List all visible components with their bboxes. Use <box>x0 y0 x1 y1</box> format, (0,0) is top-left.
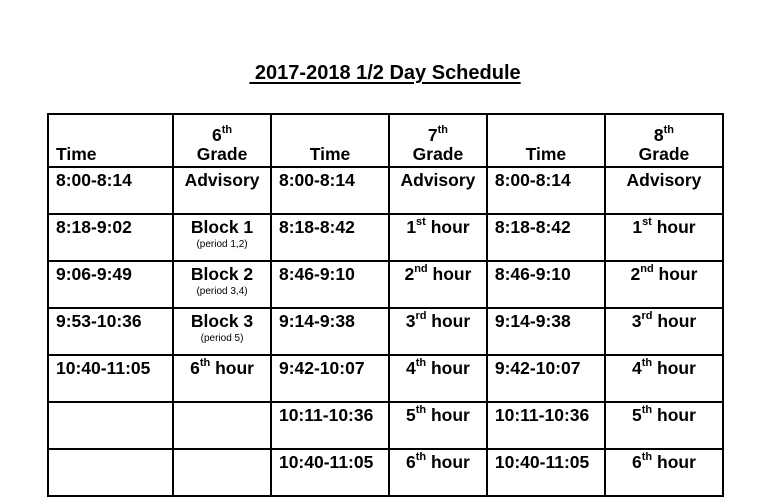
g7-sup: th <box>415 404 427 417</box>
g8-rest: hour <box>652 311 697 331</box>
table-row <box>48 214 723 261</box>
title-text: 2017-2018 1/2 Day Schedule <box>249 62 521 84</box>
table-row <box>48 261 723 308</box>
activity-cell-8th <box>605 449 723 496</box>
g7-time: 10:11-10:36 <box>278 405 374 425</box>
g8-main: 6 <box>632 452 642 472</box>
g7-time: 8:18-8:42 <box>278 217 355 237</box>
g7-main: 6 <box>406 452 416 472</box>
grade-label: Grade <box>196 144 248 164</box>
time-cell-8th <box>487 355 605 402</box>
activity-cell-7th <box>389 308 487 355</box>
document-title <box>0 61 770 85</box>
g6-time: 9:06-9:49 <box>56 264 132 284</box>
time-cell-8th <box>487 214 605 261</box>
time-cell-8th <box>487 449 605 496</box>
time-cell-6th <box>48 167 173 214</box>
time-cell-8th <box>487 261 605 308</box>
g8-sup: th <box>641 404 653 417</box>
header-row <box>48 114 723 167</box>
activity-cell-7th <box>389 261 487 308</box>
g7-main: 3 <box>405 311 416 331</box>
header-label: Time <box>56 144 97 164</box>
activity-cell-8th <box>605 214 723 261</box>
activity-cell-7th <box>389 214 487 261</box>
activity-cell-6th <box>173 449 271 496</box>
time-cell-8th <box>487 308 605 355</box>
g7-main: 4 <box>406 358 416 378</box>
time-cell-8th <box>487 167 605 214</box>
time-cell-6th <box>48 261 173 308</box>
g7-sup: th <box>415 357 427 370</box>
activity-cell-6th <box>173 308 271 355</box>
header-8th-grade <box>605 114 723 167</box>
activity-cell-6th <box>173 402 271 449</box>
table-row <box>48 308 723 355</box>
grade-label: Grade <box>412 144 464 164</box>
time-cell-7th <box>271 167 389 214</box>
period-note: (period 5) <box>200 333 244 344</box>
g8-rest: hour <box>652 405 696 425</box>
g8-sup: th <box>641 357 653 370</box>
activity-cell-7th <box>389 167 487 214</box>
g7-time: 10:40-11:05 <box>278 452 374 472</box>
g8-main: 4 <box>632 358 642 378</box>
grade-number: 6th <box>211 124 233 145</box>
g8-main: Advisory <box>626 170 702 190</box>
g6-main: Advisory <box>184 170 260 190</box>
table-row <box>48 355 723 402</box>
period-note: (period 3,4) <box>196 286 248 297</box>
g7-main: 1 <box>406 217 417 237</box>
time-cell-6th <box>48 355 173 402</box>
grade-number: 7th <box>427 124 448 145</box>
g8-time: 10:11-10:36 <box>494 405 590 425</box>
g8-rest: hour <box>652 358 696 378</box>
g8-main: 3 <box>631 311 642 331</box>
g6-time: 8:18-9:02 <box>56 217 132 237</box>
g8-rest: hour <box>652 452 696 472</box>
time-cell-7th <box>271 308 389 355</box>
activity-cell-6th <box>173 355 271 402</box>
g7-time: 8:00-8:14 <box>278 170 355 190</box>
activity-cell-7th <box>389 449 487 496</box>
time-cell-7th <box>271 214 389 261</box>
activity-cell-7th <box>389 402 487 449</box>
header-time-8th <box>487 114 605 167</box>
g7-sup: th <box>415 451 427 464</box>
g6-main: 6 <box>190 358 200 378</box>
header-6th-grade <box>173 114 271 167</box>
time-cell-6th <box>48 308 173 355</box>
activity-cell-8th <box>605 261 723 308</box>
g7-sup: st <box>416 216 426 229</box>
g7-sup: rd <box>415 310 427 323</box>
g8-time: 10:40-11:05 <box>494 452 590 472</box>
g8-main: 1 <box>632 217 643 237</box>
header-time-6th <box>48 114 173 167</box>
schedule-table <box>47 113 724 497</box>
grade-number: 8th <box>653 124 675 145</box>
g7-time: 8:46-9:10 <box>278 264 355 284</box>
g8-sup: st <box>642 216 652 229</box>
activity-cell-8th <box>605 167 723 214</box>
g7-rest: hour <box>427 264 472 284</box>
g8-sup: th <box>641 451 653 464</box>
activity-cell-7th <box>389 355 487 402</box>
time-cell-8th <box>487 402 605 449</box>
header-time-7th <box>271 114 389 167</box>
g7-sup: nd <box>414 263 428 276</box>
g6-main: Block 3 <box>190 311 254 331</box>
g8-sup: rd <box>641 310 653 323</box>
activity-cell-6th <box>173 214 271 261</box>
header-label: Time <box>525 144 567 164</box>
g8-main: 2 <box>630 264 641 284</box>
time-cell-6th <box>48 402 173 449</box>
g8-rest: hour <box>651 217 696 237</box>
header-label: Time <box>309 144 351 164</box>
g7-main: 5 <box>406 405 416 425</box>
header-7th-grade <box>389 114 487 167</box>
grade-label: Grade <box>638 144 690 164</box>
time-cell-7th <box>271 402 389 449</box>
activity-cell-6th <box>173 167 271 214</box>
g7-rest: hour <box>426 405 470 425</box>
time-cell-6th <box>48 449 173 496</box>
g6-main: Block 2 <box>190 264 254 284</box>
activity-cell-6th <box>173 261 271 308</box>
g8-time: 8:00-8:14 <box>494 170 571 190</box>
activity-cell-8th <box>605 402 723 449</box>
g7-time: 9:42-10:07 <box>278 358 365 378</box>
time-cell-7th <box>271 449 389 496</box>
time-cell-7th <box>271 261 389 308</box>
g7-time: 9:14-9:38 <box>278 311 355 331</box>
table-row <box>48 402 723 449</box>
activity-cell-8th <box>605 308 723 355</box>
g6-sup: th <box>199 357 211 370</box>
table-row <box>48 449 723 496</box>
table-row <box>48 167 723 214</box>
g7-rest: hour <box>426 452 470 472</box>
g8-time: 9:42-10:07 <box>494 358 581 378</box>
g6-time: 8:00-8:14 <box>56 170 132 190</box>
g8-time: 9:14-9:38 <box>494 311 571 331</box>
g8-time: 8:18-8:42 <box>494 217 571 237</box>
g8-main: 5 <box>632 405 642 425</box>
g7-rest: hour <box>426 358 470 378</box>
g8-sup: nd <box>640 263 654 276</box>
g8-time: 8:46-9:10 <box>494 264 571 284</box>
g7-main: Advisory <box>400 170 476 190</box>
g7-main: 2 <box>404 264 415 284</box>
g6-main: Block 1 <box>190 217 254 237</box>
g8-rest: hour <box>653 264 698 284</box>
g6-time: 9:53-10:36 <box>56 311 142 331</box>
time-cell-6th <box>48 214 173 261</box>
g6-time: 10:40-11:05 <box>56 358 151 378</box>
activity-cell-8th <box>605 355 723 402</box>
g6-rest: hour <box>210 358 254 378</box>
g7-rest: hour <box>425 217 470 237</box>
g7-rest: hour <box>426 311 471 331</box>
period-note: (period 1,2) <box>196 239 248 250</box>
time-cell-7th <box>271 355 389 402</box>
